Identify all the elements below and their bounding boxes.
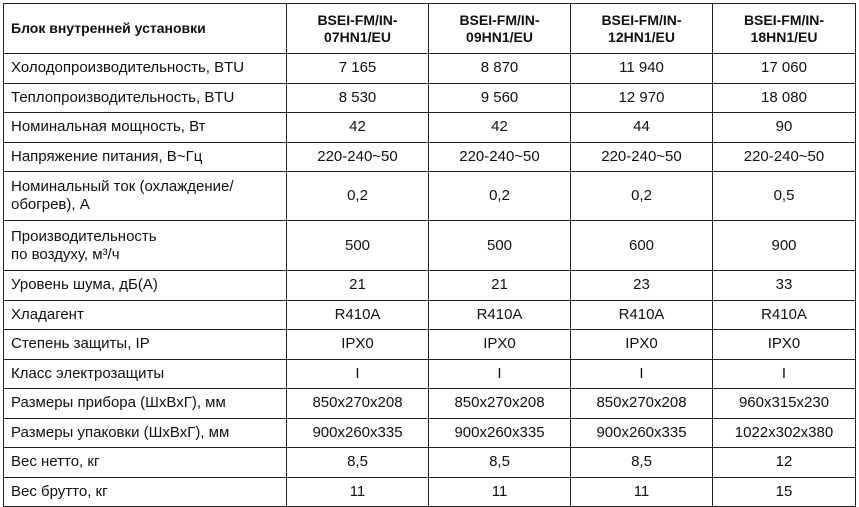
table-row — [4, 221, 856, 271]
row-value: 21 — [287, 271, 429, 301]
row-value: 8 530 — [287, 83, 429, 113]
row-value: 900 — [713, 221, 856, 271]
row-value: R410A — [713, 300, 856, 330]
table-row — [4, 389, 856, 419]
row-value: 8 870 — [429, 54, 571, 84]
row-value: 8,5 — [287, 448, 429, 478]
table-row — [4, 330, 856, 360]
row-value: 8,5 — [571, 448, 713, 478]
row-value: 42 — [287, 113, 429, 143]
row-label: Хладагент — [4, 300, 287, 330]
row-value: 12 970 — [571, 83, 713, 113]
row-value: 23 — [571, 271, 713, 301]
row-value: 11 — [429, 477, 571, 507]
row-value: 17 060 — [713, 54, 856, 84]
row-value: 850x270x208 — [287, 389, 429, 419]
table-row — [4, 271, 856, 301]
row-label: Степень защиты, IP — [4, 330, 287, 360]
row-label: Номинальный ток (охлаждение/ обогрев), А — [4, 172, 287, 221]
row-value: 900x260x335 — [571, 418, 713, 448]
row-value: IPX0 — [713, 330, 856, 360]
row-value: 11 — [571, 477, 713, 507]
row-value: 220-240~50 — [571, 142, 713, 172]
table-row — [4, 448, 856, 478]
row-label: Размеры упаковки (ШхВхГ), мм — [4, 418, 287, 448]
table-row — [4, 172, 856, 221]
row-label: Холодопроизводительность, BTU — [4, 54, 287, 84]
row-value: I — [713, 359, 856, 389]
row-value: IPX0 — [571, 330, 713, 360]
row-value: I — [287, 359, 429, 389]
row-value: 42 — [429, 113, 571, 143]
row-value: 220-240~50 — [713, 142, 856, 172]
row-value: 1022x302x380 — [713, 418, 856, 448]
table-row — [4, 359, 856, 389]
row-value: 850x270x208 — [571, 389, 713, 419]
row-value: IPX0 — [287, 330, 429, 360]
row-value: 21 — [429, 271, 571, 301]
row-label: Номинальная мощность, Вт — [4, 113, 287, 143]
row-value: 44 — [571, 113, 713, 143]
row-value: 220-240~50 — [429, 142, 571, 172]
row-value: 9 560 — [429, 83, 571, 113]
row-value: 500 — [429, 221, 571, 271]
model-header: BSEI-FM/IN- 07HN1/EU — [287, 4, 429, 54]
row-value: 220-240~50 — [287, 142, 429, 172]
row-label: Вес нетто, кг — [4, 448, 287, 478]
row-value: 600 — [571, 221, 713, 271]
row-value: 500 — [287, 221, 429, 271]
table-row — [4, 54, 856, 84]
row-value: 850x270x208 — [429, 389, 571, 419]
row-value: R410A — [571, 300, 713, 330]
spec-table-body — [4, 54, 856, 507]
model-header: BSEI-FM/IN- 09HN1/EU — [429, 4, 571, 54]
table-row — [4, 477, 856, 507]
row-label: Напряжение питания, В~Гц — [4, 142, 287, 172]
table-row — [4, 142, 856, 172]
row-value: 0,2 — [287, 172, 429, 221]
row-label: Уровень шума, дБ(А) — [4, 271, 287, 301]
header-label: Блок внутренней установки — [4, 4, 287, 54]
row-value: R410A — [429, 300, 571, 330]
row-value: I — [571, 359, 713, 389]
row-value: 8,5 — [429, 448, 571, 478]
table-row — [4, 418, 856, 448]
row-label: Размеры прибора (ШхВхГ), мм — [4, 389, 287, 419]
model-header: BSEI-FM/IN- 12HN1/EU — [571, 4, 713, 54]
table-row — [4, 113, 856, 143]
row-label: Производительность по воздуху, м³/ч — [4, 221, 287, 271]
row-label: Класс электрозащиты — [4, 359, 287, 389]
row-value: 11 — [287, 477, 429, 507]
row-label: Вес брутто, кг — [4, 477, 287, 507]
row-value: 12 — [713, 448, 856, 478]
row-value: 900x260x335 — [429, 418, 571, 448]
row-value: 900x260x335 — [287, 418, 429, 448]
row-label: Теплопроизводительность, BTU — [4, 83, 287, 113]
row-value: 0,2 — [571, 172, 713, 221]
spec-table — [3, 3, 856, 507]
row-value: 11 940 — [571, 54, 713, 84]
row-value: 18 080 — [713, 83, 856, 113]
row-value: 7 165 — [287, 54, 429, 84]
row-value: R410A — [287, 300, 429, 330]
row-value: IPX0 — [429, 330, 571, 360]
header-row — [4, 4, 856, 54]
row-value: 960x315x230 — [713, 389, 856, 419]
row-value: 90 — [713, 113, 856, 143]
row-value: 33 — [713, 271, 856, 301]
row-value: 0,5 — [713, 172, 856, 221]
row-value: 15 — [713, 477, 856, 507]
table-row — [4, 83, 856, 113]
table-row — [4, 300, 856, 330]
row-value: 0,2 — [429, 172, 571, 221]
model-header: BSEI-FM/IN- 18HN1/EU — [713, 4, 856, 54]
row-value: I — [429, 359, 571, 389]
